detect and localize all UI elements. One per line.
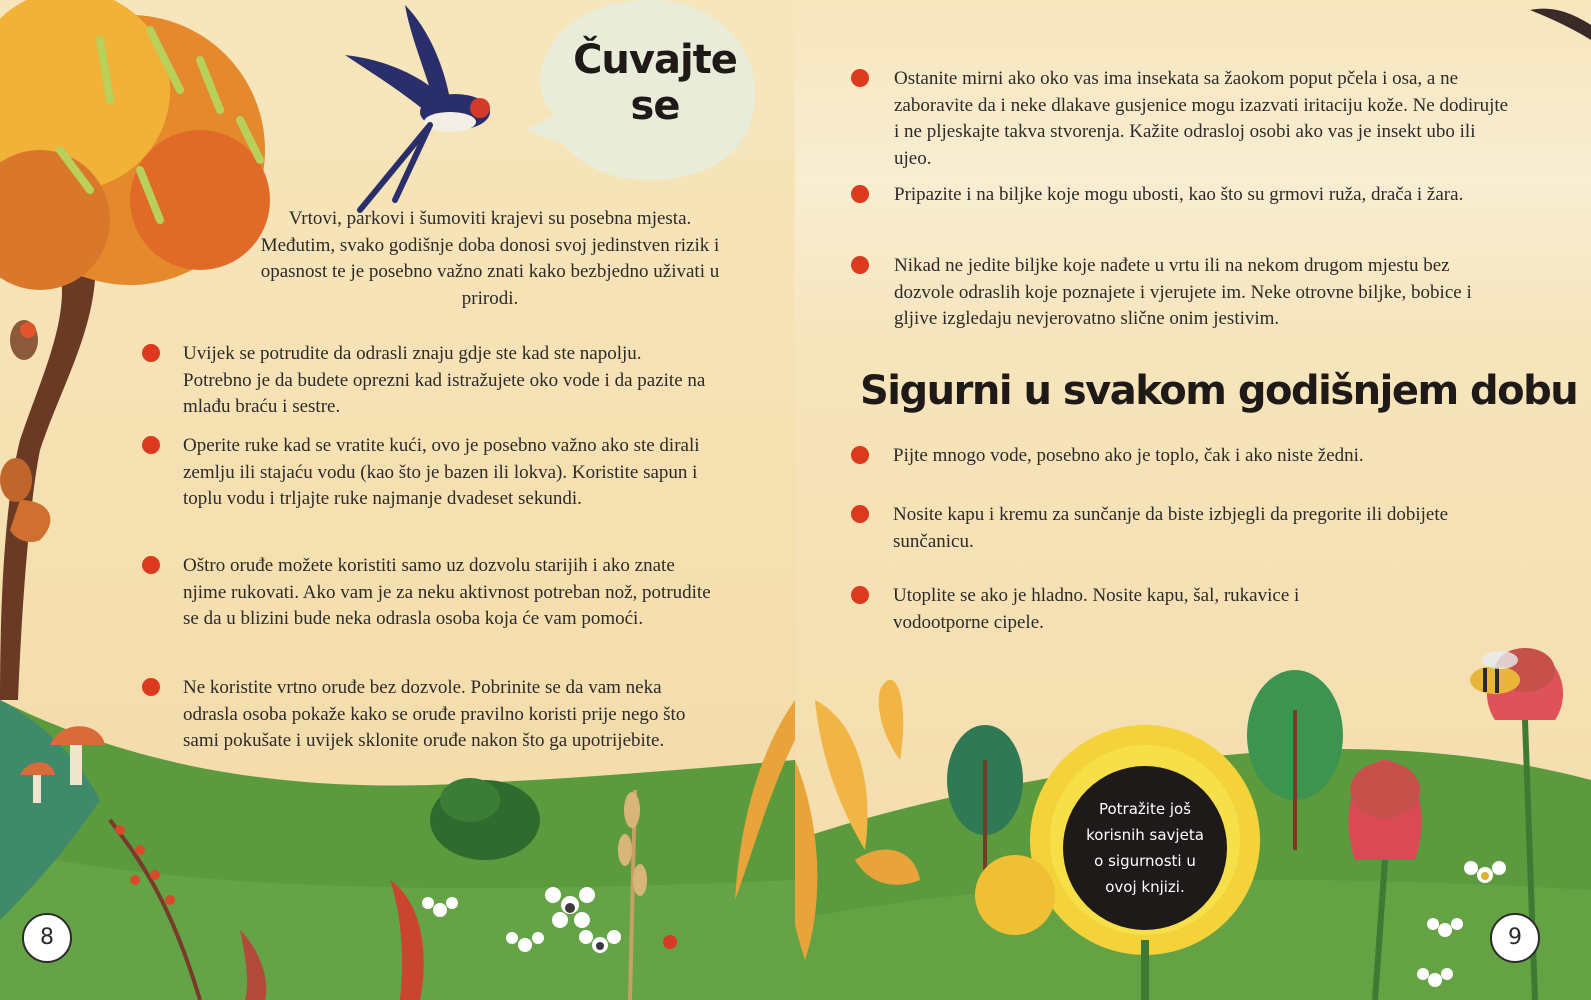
bee <box>1470 651 1520 694</box>
small-sunflower <box>975 855 1055 935</box>
bullet-dot <box>851 505 869 523</box>
list-item: Ostanite mirni ako oko vas ima insekata sa žaokom poput pčela i osa, a ne zaboravite da i neke dlakave gusjenice mogu izazvati iritaciju kože. Ne dodirujte i ne pljeskajte takva stvorenja. Kažite odrasloj osobi ako vas je insekt ubo ili ujeo. <box>894 68 1509 169</box>
swallow <box>345 5 490 210</box>
ladybug <box>663 935 677 949</box>
bullet-dot <box>851 446 869 464</box>
bubble-title: Čuvajte se <box>573 37 737 129</box>
list-item: Utoplite se ako je hladno. Nosite kapu, šal, rukavice i vodootporne cipele. <box>893 585 1300 633</box>
squirrel <box>0 458 32 502</box>
list-item: Operite ruke kad se vratite kući, ovo je posebno važno ako ste dirali zemlju ili stajaću vodu (kao što je bazen ili lokva). Koristite sapun i toplu vodu i trljajte ruke najmanje dvadeset sekundi. <box>183 435 700 509</box>
bullet-dot <box>142 556 160 574</box>
list-item: Nikad ne jedite biljke koje nađete u vrtu ili na nekom drugom mjestu bez dozvole odraslih koje poznajete i vjerujete im. Neke otrovne biljke, bobice i gljive izgledaju nevjerovatno slične onim jestivim. <box>894 255 1472 329</box>
tip-badge <box>1063 766 1227 930</box>
bullet-dot <box>851 586 869 604</box>
bullet-dot <box>142 344 160 362</box>
bullet-dot <box>851 185 869 203</box>
tip-text: Potražite još korisnih savjeta o sigurnosti u ovoj knjizi. <box>1086 800 1204 896</box>
list-item: Uvijek se potrudite da odrasli znaju gdje ste kad ste napolju. Potrebno je da budete oprezni kad istražujete oko vode i da pazite na mlađu braću i sestre. <box>183 343 706 417</box>
page-number-left: 8 <box>22 913 72 963</box>
list-item: Nosite kapu i kremu za sunčanje da biste izbjegli da pregorite ili dobijete sunčanicu. <box>893 504 1449 552</box>
list-item: Pijte mnogo vode, posebno ako je toplo, čak i ako niste žedni. <box>893 445 1364 466</box>
intro-text: Vrtovi, parkovi i šumoviti krajevi su posebna mjesta. Međutim, svako godišnje doba donosi svoj jedinstven rizik i opasnost te je posebno važno znati kako bezbjedno uživati u prirodi. <box>260 208 720 309</box>
swallow-tail <box>1530 9 1591 40</box>
list-item: Pripazite i na biljke koje mogu ubosti, kao što su grmovi ruža, drača i žara. <box>894 184 1464 205</box>
page-number-right: 9 <box>1490 913 1540 963</box>
bullet-dot <box>851 69 869 87</box>
section-heading: Sigurni u svakom godišnjem dobu <box>860 368 1578 414</box>
bullet-dot <box>142 678 160 696</box>
list-item: Ne koristite vrtno oruđe bez dozvole. Pobrinite se da vam neka odrasla osoba pokaže kako se oruđe pravilno koristi prije nego što sami pokušate i uvijek sklonite oruđe nakon što ga upotrijebite. <box>183 677 686 751</box>
bullet-dot <box>851 256 869 274</box>
bullet-dot <box>142 436 160 454</box>
list-item: Oštro oruđe možete koristiti samo uz dozvolu starijih i ako znate njime rukovati. Ako vam je za neku aktivnost potreban nož, potrudite se da u blizini bude neka odrasla osoba koja će vam pomoći. <box>183 555 711 629</box>
left-page <box>0 0 795 1000</box>
